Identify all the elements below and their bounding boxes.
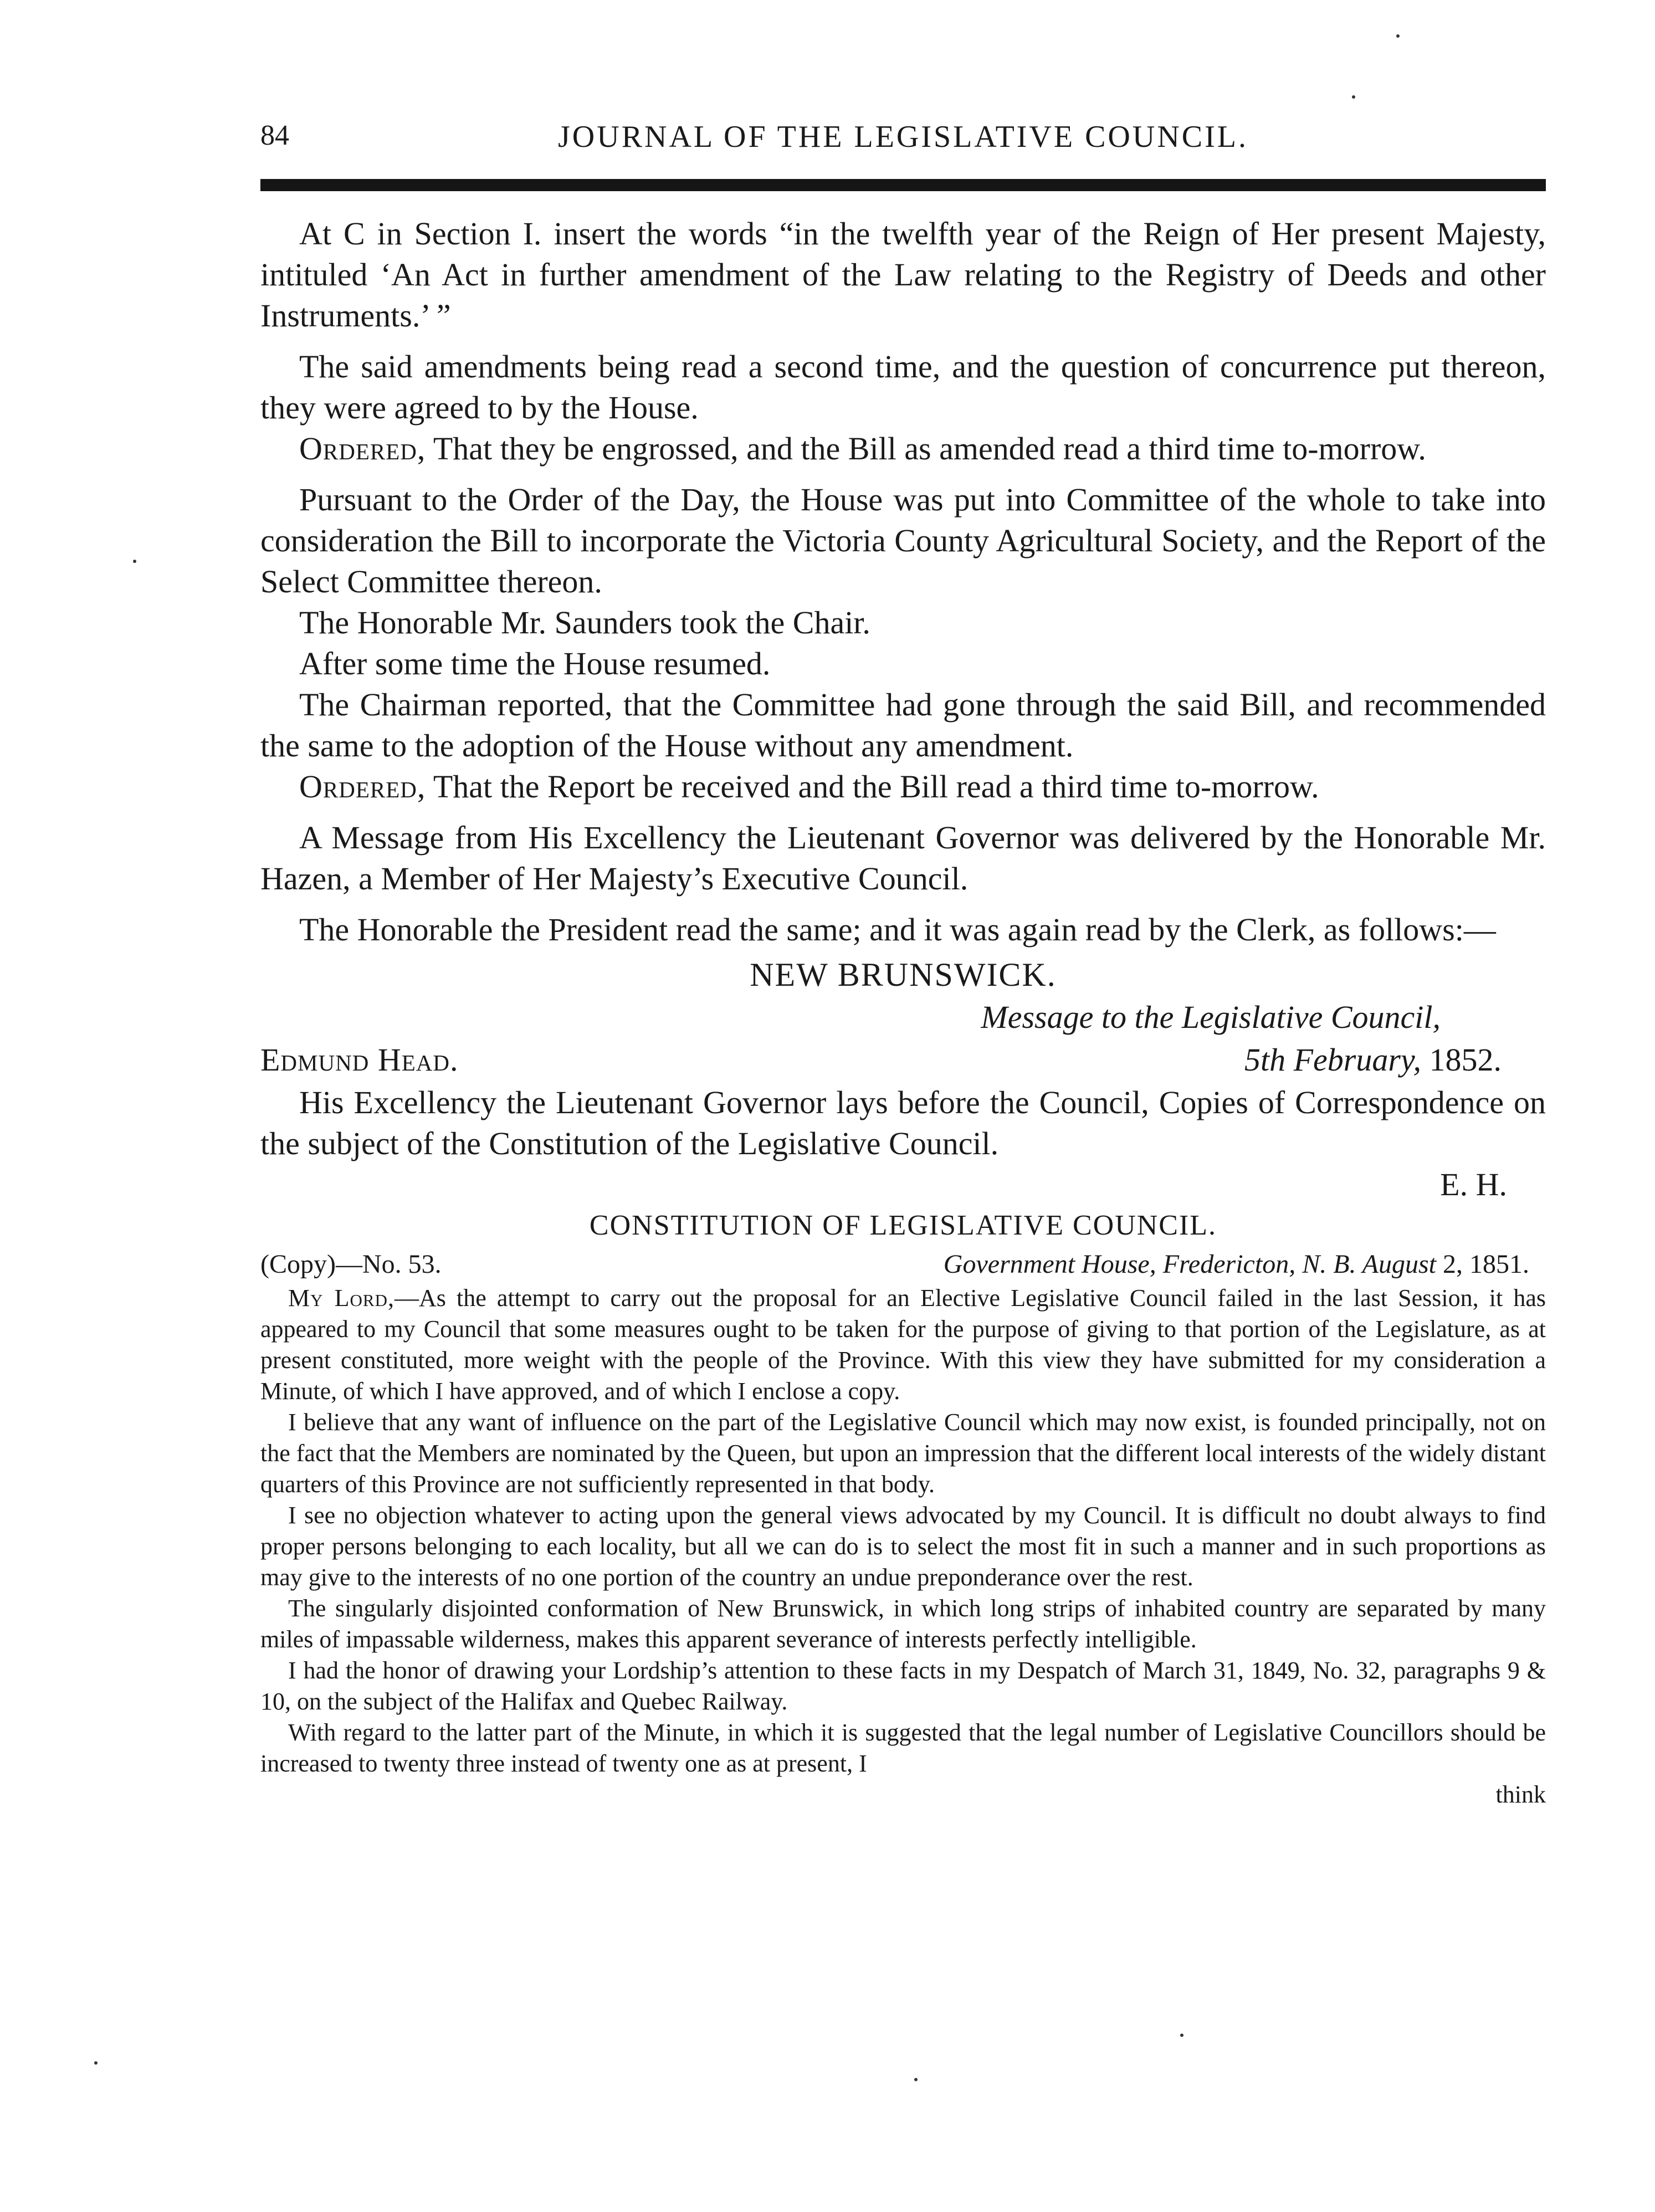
despatch-place-date	[944, 1246, 1529, 1283]
print-speck	[1180, 2034, 1183, 2037]
despatch-paragraph-4: The singularly disjointed conformation of New Brunswick, in which long strips of inhabited country are separated by many miles of impassable wilderness, makes this apparent severance of interests perfectly intelligible.	[260, 1595, 1546, 1653]
paragraph-ordered-report	[260, 766, 1546, 807]
message-heading: NEW BRUNSWICK.	[750, 956, 1057, 993]
paragraph-ordered-engrossed	[260, 428, 1546, 469]
print-speck	[1396, 34, 1400, 38]
despatch-section	[260, 1205, 1546, 1810]
message-signature-line	[260, 1038, 1546, 1082]
paragraph-president-read: The Honorable the President read the same; and it was again read by the Clerk, as follows:—	[299, 912, 1496, 948]
print-speck	[133, 560, 136, 563]
page-body	[260, 213, 1546, 1810]
ordered-text: That the Report be received and the Bill read a third time to-morrow.	[426, 769, 1319, 805]
governor-message	[260, 953, 1546, 1205]
despatch-paragraph-2: I believe that any want of influence on the part of the Legislative Council which may now exist, is founded principally, not on the fact that the Members are nominated by the Queen, but upon an impression that the different local interests of the widely distant quarters of this Province are not sufficiently represented in that body.	[260, 1409, 1546, 1498]
print-speck	[914, 2078, 918, 2081]
journal-title: JOURNAL OF THE LEGISLATIVE COUNCIL.	[558, 120, 1248, 154]
despatch-paragraph-1-text: —As the attempt to carry out the proposal for an Elective Legislative Council failed in the last Session, it has appeared to my Council that some measures ought to be taken for the purpose of giving to that portion of the Legislature, as at present constituted, more weight with the people of the Province. With this view they have submitted for my consideration a Minute, of which I have approved, and of which I enclose a copy.	[260, 1284, 1546, 1405]
paragraph-amendments-read: The said amendments being read a second time, and the question of concurrence put thereon, they were agreed to by the House.	[260, 349, 1546, 426]
despatch-paragraph-5: I had the honor of drawing your Lordship’s attention to these facts in my Despatch of March 31, 1849, No. 32, paragraphs 9 & 10, on the subject of the Halifax and Quebec Railway.	[260, 1657, 1546, 1715]
paragraph-committee-whole: Pursuant to the Order of the Day, the House was put into Committee of the whole to take into consideration the Bill to incorporate the Victoria County Agricultural Society, and the Report of the Select Committee thereon.	[260, 482, 1546, 600]
despatch-paragraph-6: With regard to the latter part of the Minute, in which it is suggested that the legal number of Legislative Councillors should be increased to twenty three instead of twenty one as at present, I	[260, 1719, 1546, 1777]
despatch-dateline	[260, 1246, 1546, 1283]
despatch-date-rest: 2, 1851.	[1436, 1250, 1529, 1279]
despatch-heading: CONSTITUTION OF LEGISLATIVE COUNCIL.	[589, 1210, 1217, 1241]
print-speck	[94, 2061, 98, 2065]
message-text: His Excellency the Lieutenant Governor lays before the Council, Copies of Correspondence on the subject of the Constitution of the Legislative Council.	[260, 1084, 1546, 1161]
paragraph-chair: The Honorable Mr. Saunders took the Chair.	[299, 605, 870, 641]
paragraph-message-delivered: A Message from His Excellency the Lieutenant Governor was delivered by the Honorable Mr. Hazen, a Member of Her Majesty’s Executive Council.	[260, 820, 1546, 897]
ordered-text: That they be engrossed, and the Bill as amended read a third time to-morrow.	[426, 431, 1426, 467]
message-date-year: 1852.	[1421, 1042, 1502, 1078]
page-number: 84	[260, 120, 289, 151]
despatch-paragraph-3: I see no objection whatever to acting upon the general views advocated by my Council. It is difficult no doubt always to find proper persons belonging to each locality, but all we can do is to select the most fit in such a manner and in such proportions as may give to the interests of no one portion of the country an undue preponderance over the rest.	[260, 1502, 1546, 1591]
message-date	[1244, 1038, 1502, 1082]
ordered-label: Ordered,	[299, 769, 426, 805]
despatch-salutation: My Lord,	[288, 1284, 394, 1312]
print-speck	[1352, 95, 1355, 99]
message-addressee: Message to the Legislative Council,	[981, 999, 1441, 1035]
ordered-label: Ordered,	[299, 431, 426, 467]
paragraph-chairman-reported: The Chairman reported, that the Committee had gone through the said Bill, and recommended the same to the adoption of the House without any amendment.	[260, 687, 1546, 764]
message-initials: E. H.	[1440, 1166, 1507, 1202]
running-head	[260, 119, 1546, 169]
message-signer: Edmund Head.	[260, 1042, 459, 1078]
message-date-italic: 5th February,	[1244, 1042, 1421, 1078]
catchword: think	[1495, 1781, 1546, 1808]
paragraph-house-resumed: After some time the House resumed.	[299, 646, 771, 682]
header-rule	[260, 179, 1546, 191]
despatch-copy-number: (Copy)—No. 53.	[260, 1250, 442, 1279]
despatch-paragraph-1	[260, 1283, 1546, 1407]
paragraph-amendment-insert: At C in Section I. insert the words “in the twelfth year of the Reign of Her present Majesty, intituled ‘An Act in further amendment of the Law relating to the Registry of Deeds and other Instruments.’ ”	[260, 216, 1546, 334]
despatch-body	[260, 1283, 1546, 1810]
proceedings-section	[260, 213, 1546, 950]
despatch-place-italic: Government House, Fredericton, N. B. August	[943, 1250, 1436, 1279]
